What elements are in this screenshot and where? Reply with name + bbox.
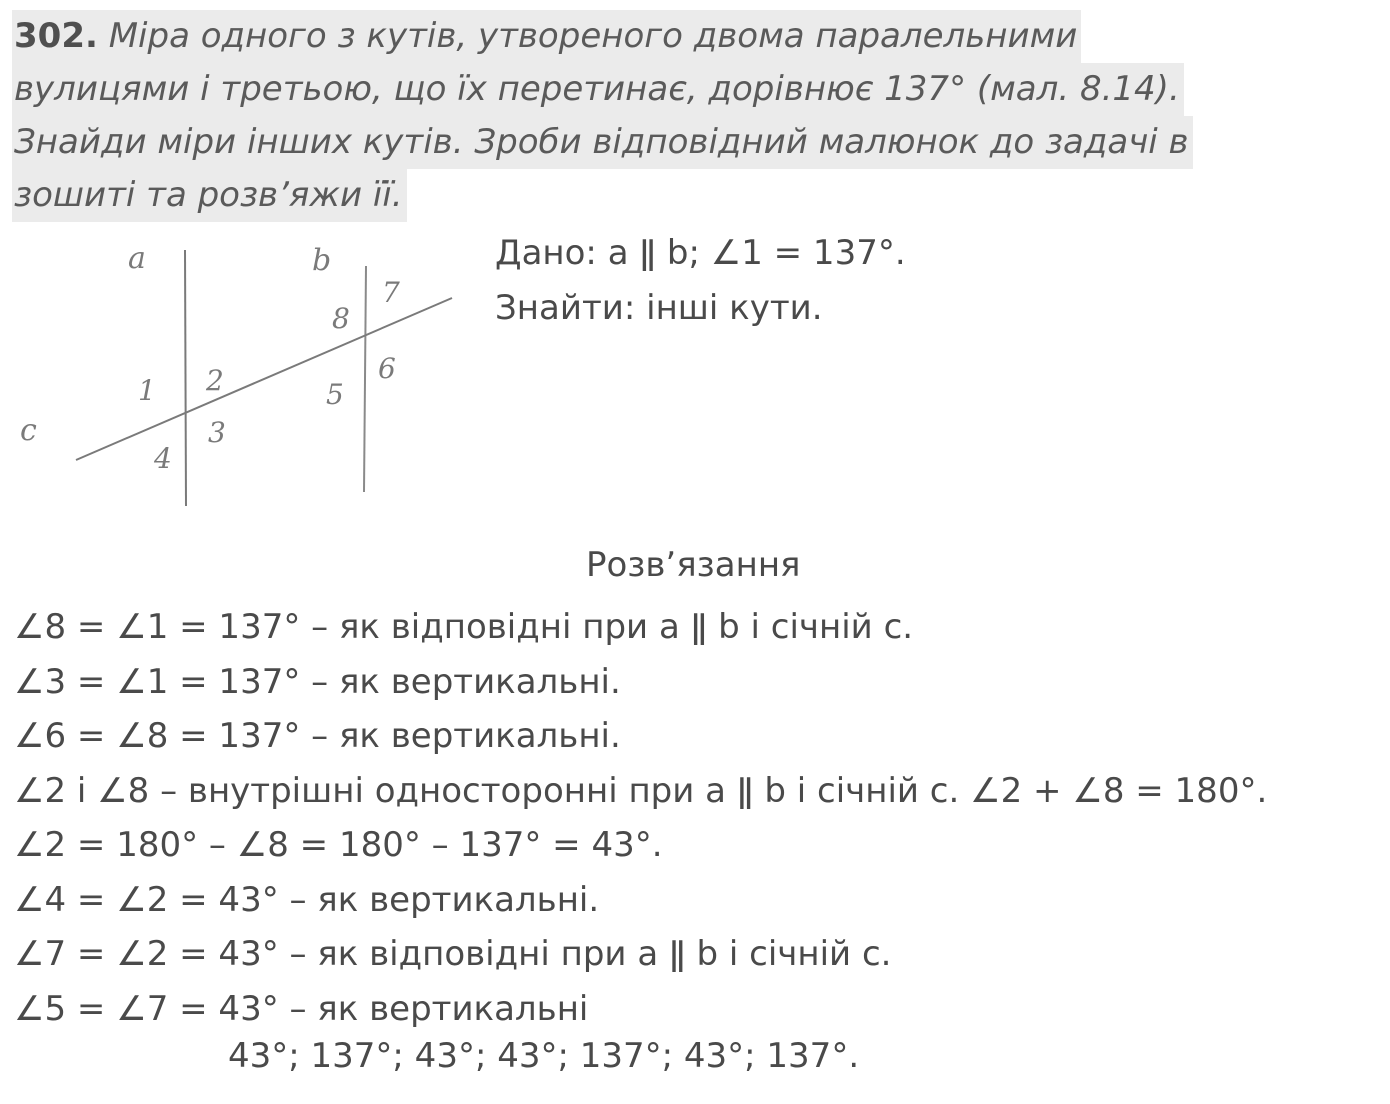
solution-step: ∠2 і ∠8 – внутрішні односторонні при a ǁ b і січній c. ∠2 + ∠8 = 180°. — [14, 770, 1268, 811]
line-a — [185, 250, 186, 506]
problem-line-1: 302. Міра одного з кутів, утвореного двома паралельними — [12, 10, 1081, 63]
solution-title: Розв’язання — [586, 545, 801, 585]
angle-label-8: 8 — [332, 302, 350, 335]
solution-step: ∠6 = ∠8 = 137° – як вертикальні. — [14, 716, 621, 756]
angle-label-3: 3 — [208, 416, 226, 449]
given-block — [495, 226, 906, 336]
answer-line: 43°; 137°; 43°; 43°; 137°; 43°; 137°. — [228, 1036, 860, 1076]
given-find: Знайти: інші кути. — [495, 288, 823, 328]
parallel-lines-figure — [10, 230, 470, 520]
line-b — [364, 266, 366, 492]
solution-step: ∠5 = ∠7 = 43° – як вертикальні — [14, 988, 589, 1029]
problem-line-2: вулицями і третьою, що їх перетинає, дорівнює 137° (мал. 8.14). — [12, 63, 1184, 116]
label-line-a: a — [128, 241, 146, 276]
solution-step: ∠7 = ∠2 = 43° – як відповідні при a ǁ b і січній c. — [14, 934, 892, 974]
problem-line-3: Знайди міри інших кутів. Зроби відповідний малюнок до задачі в — [12, 116, 1193, 169]
problem-number: 302. — [14, 16, 98, 56]
label-line-c: c — [20, 413, 37, 448]
solution-step: ∠4 = ∠2 = 43° – як вертикальні. — [14, 879, 600, 920]
angle-label-6: 6 — [378, 352, 396, 385]
problem-line-4: зошиті та розв’яжи її. — [12, 169, 407, 222]
angle-label-5: 5 — [326, 378, 344, 411]
solution-steps — [14, 600, 1267, 1036]
label-line-b: b — [312, 243, 332, 278]
angle-label-2: 2 — [206, 364, 224, 397]
given-condition: Дано: a ǁ b; ∠1 = 137°. — [495, 233, 906, 273]
problem-statement — [12, 10, 1312, 222]
angle-label-7: 7 — [382, 276, 400, 309]
angle-label-4: 4 — [154, 442, 172, 475]
angle-label-1: 1 — [138, 374, 156, 407]
solution-step: ∠8 = ∠1 = 137° – як відповідні при a ǁ b і січній c. — [14, 607, 914, 647]
solution-step: ∠2 = 180° – ∠8 = 180° – 137° = 43°. — [14, 825, 663, 865]
solution-step: ∠3 = ∠1 = 137° – як вертикальні. — [14, 661, 621, 702]
